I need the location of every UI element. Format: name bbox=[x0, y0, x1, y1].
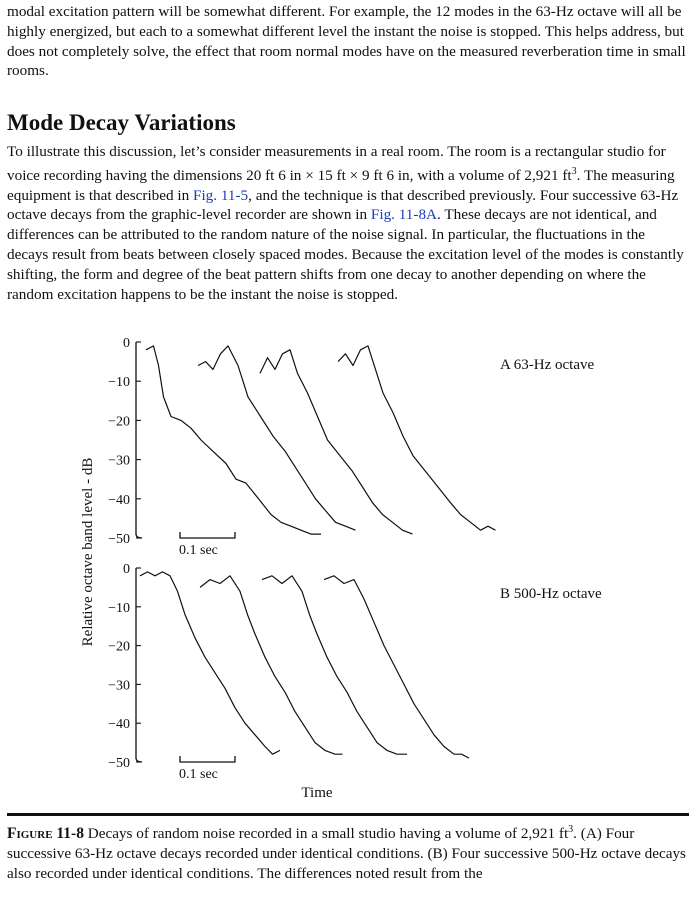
body-superscript: 3 bbox=[571, 165, 577, 177]
decay-curve-a-4 bbox=[338, 346, 496, 530]
y-tick-label: −40 bbox=[108, 717, 130, 733]
y-axis-line-2 bbox=[136, 568, 142, 762]
caption-rule bbox=[7, 813, 689, 816]
y-tick-label: −10 bbox=[108, 375, 130, 391]
decay-curve-b-3 bbox=[262, 576, 407, 754]
intro-paragraph: modal excitation pattern will be somewhat different. For example, the 12 modes in the 63-Hz octave will all be highly energized, but each to a somewhat different level the instant the noise is stopped. This helps address, but does not completely solve, the effect that room normal modes have on the measured reverberation time in small rooms. bbox=[7, 3, 686, 80]
panel-label-a: A 63-Hz octave bbox=[500, 357, 595, 373]
caption-text-2: . (A) Four successive 63-Hz octave decays recorded under identical conditions. (B) Four successive 500-Hz octave decays also recorded under identical conditions. The differences noted result from the bbox=[7, 825, 686, 883]
caption-superscript: 3 bbox=[568, 824, 574, 835]
y-tick-label: −20 bbox=[108, 414, 130, 430]
decay-curve-a-1 bbox=[146, 346, 321, 534]
y-tick-label: −40 bbox=[108, 492, 130, 508]
panel-label-b: B 500-Hz octave bbox=[500, 586, 602, 602]
y-tick-label: −50 bbox=[108, 756, 130, 771]
y-tick-label: −20 bbox=[108, 639, 130, 655]
y-tick-label: −50 bbox=[108, 532, 130, 547]
figure-link-11-5[interactable]: Fig. 11-5 bbox=[193, 186, 249, 204]
x-axis-label: Time bbox=[301, 785, 333, 801]
body-paragraph bbox=[7, 142, 689, 304]
body-text-1: To illustrate this discussion, let’s consider measurements in a real room. The room is a rectangular studio for voice recording having the dimensions 20 ft 6 in × 15 ft × 9 ft 6 in, with a volume of 2,921 ft bbox=[7, 143, 666, 184]
caption-text-1: Decays of random noise recorded in a small studio having a volume of 2,921 ft bbox=[83, 825, 569, 843]
body-text-4: . These decays are not identical, and differences can be attributed to the random nature of the noise signal. In particular, the fluctuations in the decays result from beats between closely spaced modes. Because the excitation level of the modes is constantly shifting, the form and degree of the beat pattern shifts from one decay to another depending on where the random excitation happens to be the instant the noise is stopped. bbox=[7, 206, 684, 303]
body-text-3: , and the technique is that described previously. Four successive 63-Hz octave decays from the graphic-level recorder are shown in bbox=[7, 186, 679, 224]
decay-curve-b-4 bbox=[324, 576, 469, 758]
time-scale-bar-2 bbox=[180, 756, 235, 762]
decay-figure bbox=[0, 330, 695, 810]
caption-label: Figure 11-8 bbox=[7, 825, 84, 843]
y-axis-line-1 bbox=[136, 342, 142, 538]
decay-curve-a-3 bbox=[260, 350, 413, 534]
figure-link-11-8a[interactable]: Fig. 11-8A bbox=[370, 206, 438, 224]
y-tick-label: 0 bbox=[123, 336, 130, 351]
decay-curve-a-2 bbox=[198, 346, 356, 530]
time-scale-bar-1 bbox=[180, 532, 235, 538]
figure-caption bbox=[7, 820, 689, 884]
time-scale-label-1: 0.1 sec bbox=[179, 543, 218, 558]
y-tick-label: −30 bbox=[108, 678, 130, 694]
decay-curve-b-2 bbox=[200, 576, 343, 754]
figure-labels bbox=[80, 357, 602, 801]
time-scale-label-2: 0.1 sec bbox=[179, 767, 218, 782]
section-heading: Mode Decay Variations bbox=[7, 110, 236, 135]
y-axis-label: Relative octave band level - dB bbox=[80, 457, 96, 647]
y-tick-label: −30 bbox=[108, 453, 130, 469]
body-text-2: . The measuring equipment is that described in bbox=[7, 166, 675, 204]
decay-curve-b-1 bbox=[140, 572, 280, 754]
y-tick-label: 0 bbox=[123, 562, 130, 577]
y-tick-label: −10 bbox=[108, 600, 130, 616]
